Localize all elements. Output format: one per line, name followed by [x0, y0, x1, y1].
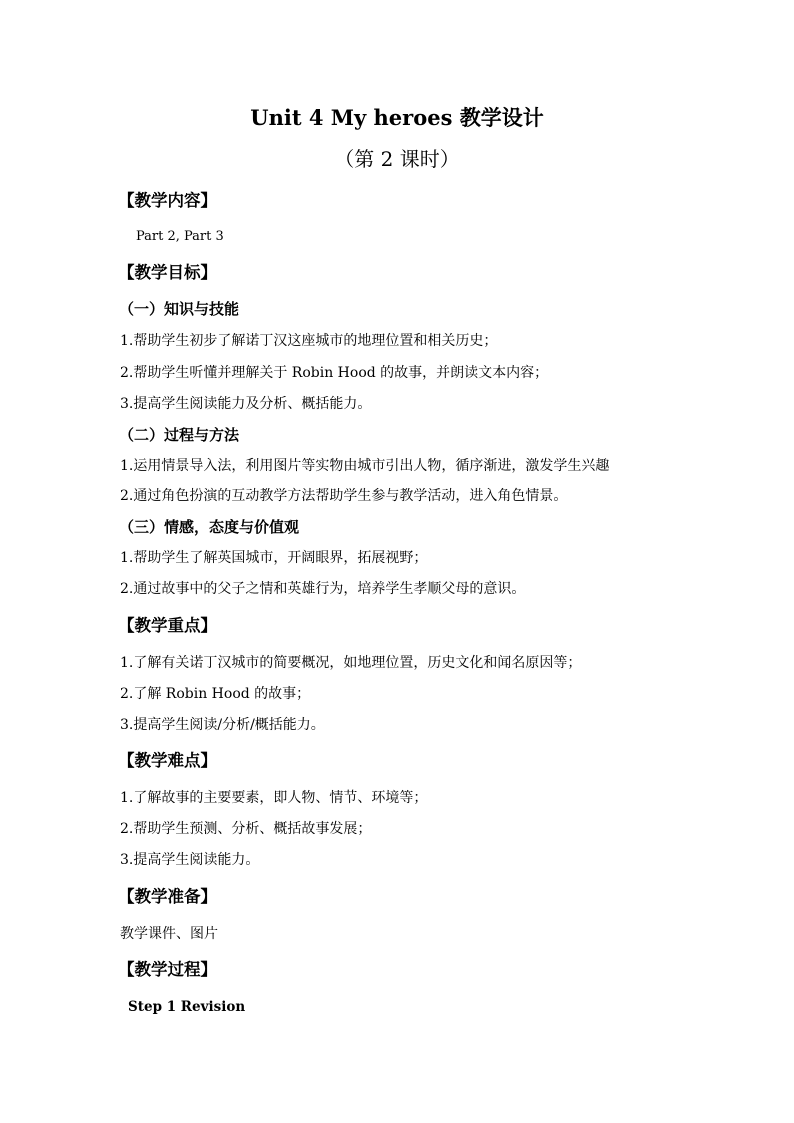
section-heading-content: 【教学内容】	[118, 191, 217, 210]
list-item: 2.帮助学生听懂并理解关于 Robin Hood 的故事，并朗读文本内容；	[120, 365, 549, 381]
section-heading-key-points: 【教学重点】	[118, 616, 217, 635]
list-item: 1.帮助学生了解英国城市，开阔眼界，拓展视野；	[120, 550, 428, 566]
list-item: 1.运用情景导入法，利用图片等实物由城市引出人物，循序渐进，激发学生兴趣	[120, 458, 610, 474]
list-item: 3.提高学生阅读能力及分析、概括能力。	[120, 396, 372, 412]
subheading-process: （二）过程与方法	[119, 426, 240, 444]
list-item: 2.通过角色扮演的互动教学方法帮助学生参与教学活动，进入角色情景。	[120, 488, 568, 504]
document-subtitle: （第 2 课时）	[334, 147, 460, 171]
section-heading-difficulties: 【教学难点】	[118, 751, 217, 770]
list-item: 2.了解 Robin Hood 的故事；	[120, 686, 311, 702]
document-title: Unit 4 My heroes 教学设计	[250, 105, 544, 130]
list-item: 2.通过故事中的父子之情和英雄行为，培养学生孝顺父母的意识。	[120, 581, 526, 597]
list-item: 1.了解故事的主要要素，即人物、情节、环境等；	[120, 790, 428, 806]
list-item: 3.提高学生阅读/分析/概括能力。	[120, 717, 325, 733]
section-heading-procedure: 【教学过程】	[118, 960, 217, 979]
section-heading-preparation: 【教学准备】	[118, 887, 217, 906]
preparation-text: 教学课件、图片	[120, 926, 218, 942]
subheading-values: （三）情感，态度与价值观	[119, 518, 300, 536]
section-heading-objectives: 【教学目标】	[118, 263, 217, 282]
content-text: Part 2, Part 3	[136, 229, 224, 244]
list-item: 1.帮助学生初步了解诺丁汉这座城市的地理位置和相关历史；	[120, 333, 498, 349]
list-item: 2.帮助学生预测、分析、概括故事发展；	[120, 821, 372, 837]
list-item: 3.提高学生阅读能力。	[120, 852, 260, 868]
list-item: 1.了解有关诺丁汉城市的简要概况，如地理位置，历史文化和闻名原因等；	[120, 655, 582, 671]
step-heading-revision: Step 1 Revision	[128, 999, 246, 1015]
subheading-knowledge: （一）知识与技能	[119, 300, 240, 318]
